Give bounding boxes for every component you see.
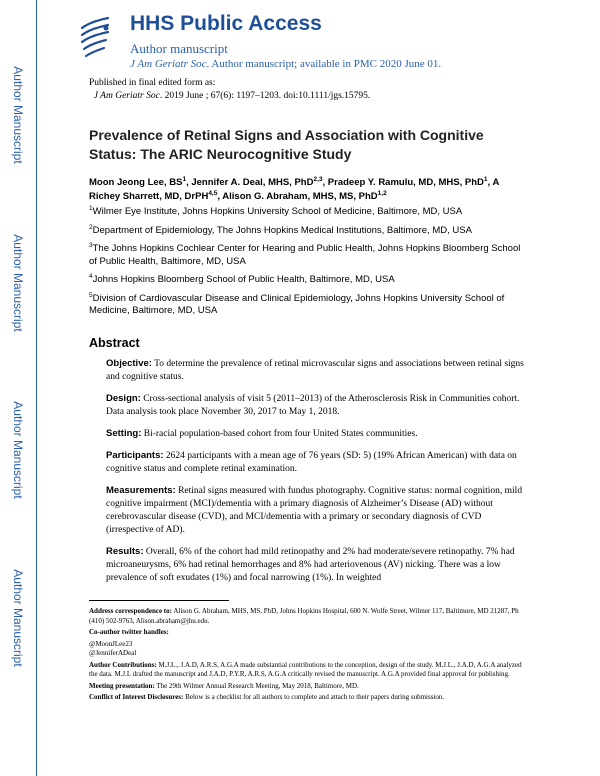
footnote: Meeting presentation: The 29th Wilmer Annual Research Meeting, May 2018, Baltimore, MD.	[89, 681, 359, 690]
author-name: Moon Jeong Lee, BS	[89, 177, 183, 188]
sidebar-label: Author Manuscript	[11, 66, 25, 164]
footnote: Address correspondence to: Alison G. Abraham, MHS, MS, PhD, Johns Hopkins Hospital, 600 N. Wolfe Street, Wilmer 117, Baltimore, MD 21287, Ph (410) 502-9763, Alison.abraham@jhu.edu.	[89, 607, 519, 625]
sidebar-label: Author Manuscript	[11, 401, 25, 499]
abstract-paragraph: Participants: 2624 participants with a mean age of 76 years (SD: 5) (19% African American) with data on cognitive status and complete retinal examination.	[106, 450, 517, 474]
footnote: Co-author twitter handles:	[89, 628, 169, 636]
footnote: Conflict of Interest Disclosures: Below is a checklist for all authors to complete and attach to their papers during submission.	[89, 693, 445, 701]
article-title: Prevalence of Retinal Signs and Association with Cognitive Status: The ARIC Neurocognitive Study	[89, 127, 484, 162]
twitter-handle: @MoonJLee23	[89, 639, 133, 648]
affiliation: $^2$Department of Epidemiology, The Johns Hopkins Medical Institutions, Baltimore, MD, USA	[89, 223, 472, 236]
affiliation: $^4$Johns Hopkins Bloomberg School of Public Health, Baltimore, MD, USA	[89, 272, 395, 285]
author-name: Jennifer A. Deal, MHS, PhD	[191, 177, 314, 188]
affiliation: $^1$Wilmer Eye Institute, Johns Hopkins University School of Medicine, Baltimore, MD, USA	[89, 204, 463, 217]
sidebar-label: Author Manuscript	[11, 234, 25, 332]
abstract-body	[106, 357, 526, 593]
footnotes	[89, 607, 529, 705]
publication-info: Published in final edited form as: J Am Geriatr Soc. 2019 June ; 67(6): 1197–1203. doi:10.1111/jgs.15795.	[89, 78, 371, 101]
sidebar-label: Author Manuscript	[11, 569, 25, 667]
twitter-handle: @JenniferADeal	[89, 649, 137, 657]
footnote-divider	[89, 600, 229, 601]
abstract-heading: Abstract	[89, 336, 140, 350]
affiliations	[89, 206, 529, 324]
author-list: Moon Jeong Lee, $BS^1$, Jennifer A. Deal, MHS, PhD$^{2,3}$, Pradeep Y. Ramulu, MD, MHS, PhD$^1$, A Richey Sharrett, MD, DrPH$^{4,5}$, Alison G. Abraham, MHS, MS, PhD$^{1,2}$	[89, 175, 499, 202]
abstract-paragraph: Design: Cross-sectional analysis of visit 5 (2011–2013) of the Atherosclerosis Risk in Communities cohort. Data analysis took place November 30, 2017 to May 1, 2018.	[106, 393, 520, 417]
abstract-paragraph: Measurements: Retinal signs measured with fundus photography. Cognitive status: normal cognition, mild cognitive impairment (MCI)/dementia with a primary diagnosis of Alzheimer’s Disease (AD) without cerebrovascular disease (CVD), and MCI/dementia with a primary or secondary diagnosis of CVD (irrespective of AD).	[106, 485, 523, 535]
author-name: Alison G. Abraham, MHS, MS, PhD	[222, 191, 378, 202]
abstract-paragraph: Setting: Bi-racial population-based cohort from four United States communities.	[106, 428, 418, 439]
abstract-paragraph: Results: Overall, 6% of the cohort had mild retinopathy and 2% had moderate/severe retinopathy. 7% had microaneurysms, 6% had retinal hemorrhages and 8% had arteriovenous (AV) nicking. There was a low prevalence of soft exudates (1%) and focal narrowing (1%). In weighted	[106, 546, 515, 583]
header-citation: J Am Geriatr Soc. Author manuscript; available in PMC 2020 June 01.	[130, 58, 442, 70]
sidebar-rule	[36, 0, 37, 776]
header-title: HHS Public Access	[130, 12, 322, 35]
footnote: Author Contributions: M.J.L., J.A.D, A.R.S, A.G.A made substantial contributions to the conception, design of the study. M.J.L., J.A.D, A.G.A analyzed the data. M.J.L drafted the manuscript and J.A.D, P.Y.R, A.R.S, A.G.A critically revised the manuscript. A.G.A provided final approval for publishing.	[89, 660, 522, 678]
header-subtitle: Author manuscript	[130, 41, 228, 56]
hhs-eagle-logo-icon	[76, 16, 112, 62]
author-name: A Richey Sharrett, MD, DrPH	[89, 177, 499, 202]
abstract-paragraph: Objective: To determine the prevalence of retinal microvascular signs and associations between retinal signs and cognitive status.	[106, 358, 524, 382]
author-name: Pradeep Y. Ramulu, MD, MHS, PhD	[327, 177, 484, 188]
affiliation: $^3$The Johns Hopkins Cochlear Center for Hearing and Public Health, Johns Hopkins Bloomberg School of Public Health, Baltimore, MD, USA	[89, 241, 521, 267]
affiliation: $^5$Division of Cardiovascular Disease and Clinical Epidemiology, Johns Hopkins University School of Medicine, Baltimore, MD, USA	[89, 291, 505, 316]
